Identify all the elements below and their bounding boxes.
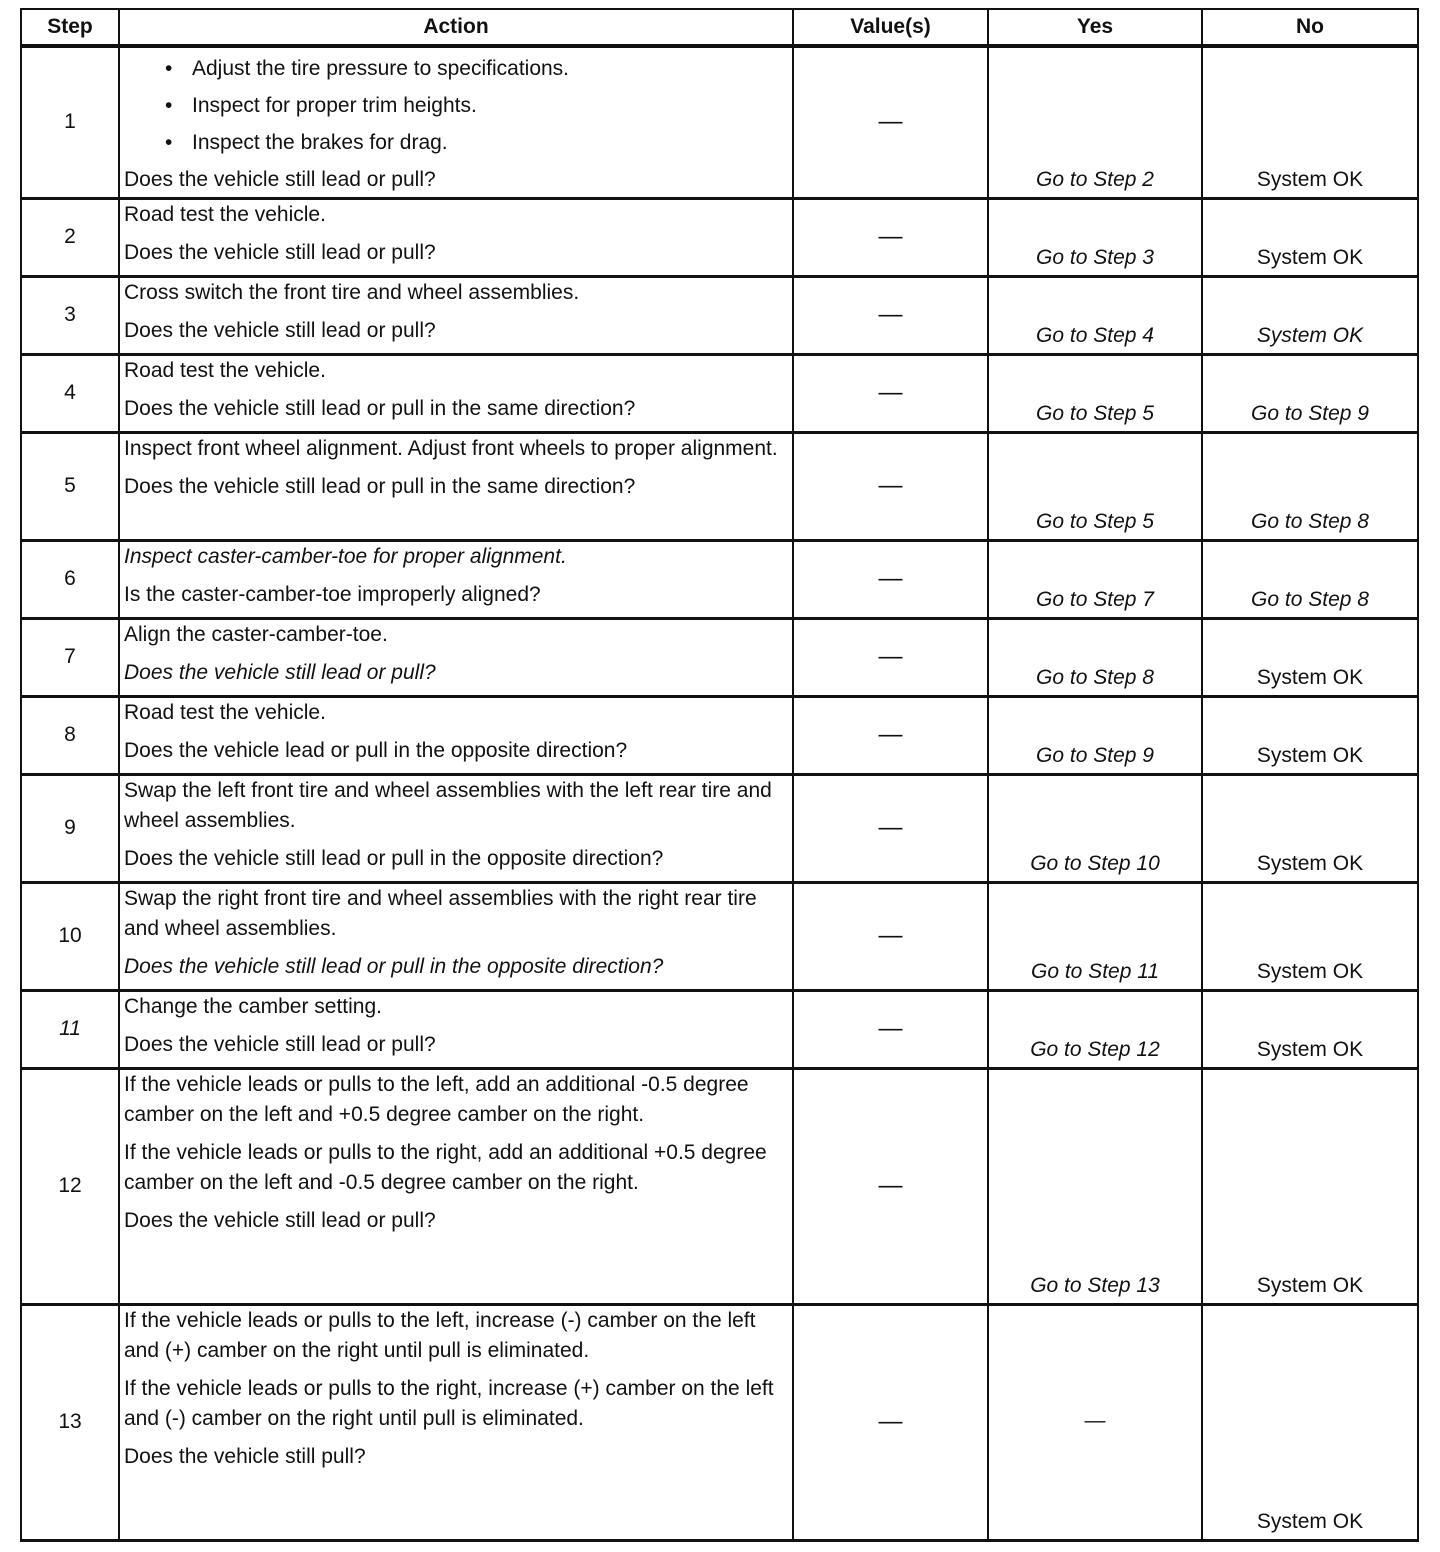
no-cell: System OK — [1202, 46, 1418, 198]
value-cell: — — [793, 990, 988, 1068]
question-text: Does the vehicle still lead or pull? — [124, 318, 436, 342]
action-cell — [119, 696, 793, 774]
table-row — [21, 198, 1418, 276]
no-cell: Go to Step 8 — [1202, 540, 1418, 618]
header-row — [21, 9, 1418, 46]
action-cell — [119, 774, 793, 882]
table-row — [21, 46, 1418, 198]
value-cell: — — [793, 432, 988, 540]
header-no: No — [1202, 9, 1418, 46]
value-cell: — — [793, 354, 988, 432]
question-text: Does the vehicle lead or pull in the opposite direction? — [124, 738, 628, 762]
value-cell: — — [793, 618, 988, 696]
table-row — [21, 774, 1418, 882]
header-step: Step — [21, 9, 119, 46]
step-number: 13 — [21, 1304, 119, 1540]
yes-cell: Go to Step 10 — [988, 774, 1202, 882]
yes-cell: Go to Step 4 — [988, 276, 1202, 354]
value-cell: — — [793, 1068, 988, 1304]
table-row — [21, 1068, 1418, 1304]
instruction-text: Change the camber setting. — [124, 994, 382, 1018]
action-cell — [119, 1304, 793, 1540]
yes-cell: Go to Step 9 — [988, 696, 1202, 774]
action-cell — [119, 540, 793, 618]
step-number: 8 — [21, 696, 119, 774]
instruction-text: Inspect caster-camber-toe for proper alignment. — [124, 544, 567, 568]
no-cell: System OK — [1202, 882, 1418, 990]
step-number: 6 — [21, 540, 119, 618]
diagnostic-table — [20, 8, 1419, 1542]
yes-cell: Go to Step 7 — [988, 540, 1202, 618]
no-cell: System OK — [1202, 696, 1418, 774]
action-cell — [119, 990, 793, 1068]
header-action: Action — [119, 9, 793, 46]
no-cell: System OK — [1202, 198, 1418, 276]
instruction-text: Inspect front wheel alignment. Adjust front wheels to proper alignment. — [124, 436, 778, 460]
instruction-text: Road test the vehicle. — [124, 358, 326, 382]
list-item: • Inspect the brakes for drag. — [192, 128, 788, 158]
no-cell: System OK — [1202, 276, 1418, 354]
question-text: Does the vehicle still lead or pull in the opposite direction? — [124, 954, 664, 978]
instruction-text-2: If the vehicle leads or pulls to the right, add an additional +0.5 degree camber on the left and -0.5 degree camber on the right. — [124, 1140, 767, 1194]
yes-cell: Go to Step 8 — [988, 618, 1202, 696]
no-cell: System OK — [1202, 618, 1418, 696]
question-text: Does the vehicle still lead or pull in the same direction? — [124, 396, 636, 420]
value-cell: — — [793, 276, 988, 354]
header-yes: Yes — [988, 9, 1202, 46]
table-row — [21, 432, 1418, 540]
instruction-text: If the vehicle leads or pulls to the left, add an additional -0.5 degree camber on the left and +0.5 degree camber on the right. — [124, 1072, 749, 1126]
table-row — [21, 276, 1418, 354]
instruction-text-2: If the vehicle leads or pulls to the right, increase (+) camber on the left and (-) camber on the right until pull is eliminated. — [124, 1376, 774, 1430]
action-cell — [119, 882, 793, 990]
no-cell: System OK — [1202, 1304, 1418, 1540]
step-number: 10 — [21, 882, 119, 990]
question-text: Does the vehicle still lead or pull? — [124, 660, 436, 684]
yes-cell: — — [988, 1304, 1202, 1540]
yes-cell: Go to Step 11 — [988, 882, 1202, 990]
instruction-text: Cross switch the front tire and wheel assemblies. — [124, 280, 580, 304]
value-cell: — — [793, 1304, 988, 1540]
instruction-text: Road test the vehicle. — [124, 202, 326, 226]
action-cell — [119, 432, 793, 540]
instruction-text: If the vehicle leads or pulls to the left, increase (-) camber on the left and (+) camber on the right until pull is eliminated. — [124, 1308, 756, 1362]
yes-cell: Go to Step 5 — [988, 354, 1202, 432]
step-number: 2 — [21, 198, 119, 276]
step-number: 9 — [21, 774, 119, 882]
instruction-text: Align the caster-camber-toe. — [124, 622, 388, 646]
header-values: Value(s) — [793, 9, 988, 46]
question-text: Does the vehicle still lead or pull? — [124, 1032, 436, 1056]
step-number: 1 — [21, 46, 119, 198]
value-cell: — — [793, 882, 988, 990]
value-cell: — — [793, 198, 988, 276]
yes-cell: Go to Step 5 — [988, 432, 1202, 540]
yes-cell: Go to Step 2 — [988, 46, 1202, 198]
step-number: 12 — [21, 1068, 119, 1304]
action-cell — [119, 276, 793, 354]
step-number: 3 — [21, 276, 119, 354]
table-row — [21, 540, 1418, 618]
no-cell: Go to Step 8 — [1202, 432, 1418, 540]
question-text: Does the vehicle still lead or pull in the same direction? — [124, 474, 636, 498]
yes-cell: Go to Step 3 — [988, 198, 1202, 276]
action-cell — [119, 618, 793, 696]
question-text: Does the vehicle still lead or pull? — [124, 168, 436, 191]
table-row — [21, 618, 1418, 696]
question-text: Is the caster-camber-toe improperly aligned? — [124, 582, 541, 606]
yes-cell: Go to Step 13 — [988, 1068, 1202, 1304]
no-cell: Go to Step 9 — [1202, 354, 1418, 432]
action-cell — [119, 198, 793, 276]
instruction-text: Road test the vehicle. — [124, 700, 326, 724]
no-cell: System OK — [1202, 1068, 1418, 1304]
action-cell — [119, 354, 793, 432]
table-row — [21, 354, 1418, 432]
table-row — [21, 696, 1418, 774]
question-text: Does the vehicle still lead or pull in the opposite direction? — [124, 846, 664, 870]
instruction-text: Swap the right front tire and wheel assemblies with the right rear tire and wheel assemblies. — [124, 886, 757, 940]
question-text: Does the vehicle still lead or pull? — [124, 240, 436, 264]
question-text: Does the vehicle still lead or pull? — [124, 1208, 436, 1232]
step-number: 7 — [21, 618, 119, 696]
instruction-text: Swap the left front tire and wheel assemblies with the left rear tire and wheel assemblies. — [124, 778, 772, 832]
step-number: 5 — [21, 432, 119, 540]
step-number: 11 — [21, 990, 119, 1068]
action-cell — [119, 1068, 793, 1304]
list-item: • Adjust the tire pressure to specifications. — [192, 54, 788, 84]
table-row — [21, 882, 1418, 990]
value-cell: — — [793, 696, 988, 774]
bullet-list — [124, 54, 788, 158]
action-cell — [119, 46, 793, 198]
table-row — [21, 990, 1418, 1068]
value-cell: — — [793, 774, 988, 882]
value-cell: — — [793, 540, 988, 618]
no-cell: System OK — [1202, 774, 1418, 882]
no-cell: System OK — [1202, 990, 1418, 1068]
list-item: • Inspect for proper trim heights. — [192, 91, 788, 121]
yes-cell: Go to Step 12 — [988, 990, 1202, 1068]
table-row — [21, 1304, 1418, 1540]
value-cell: — — [793, 46, 988, 198]
step-number: 4 — [21, 354, 119, 432]
question-text: Does the vehicle still pull? — [124, 1444, 366, 1468]
